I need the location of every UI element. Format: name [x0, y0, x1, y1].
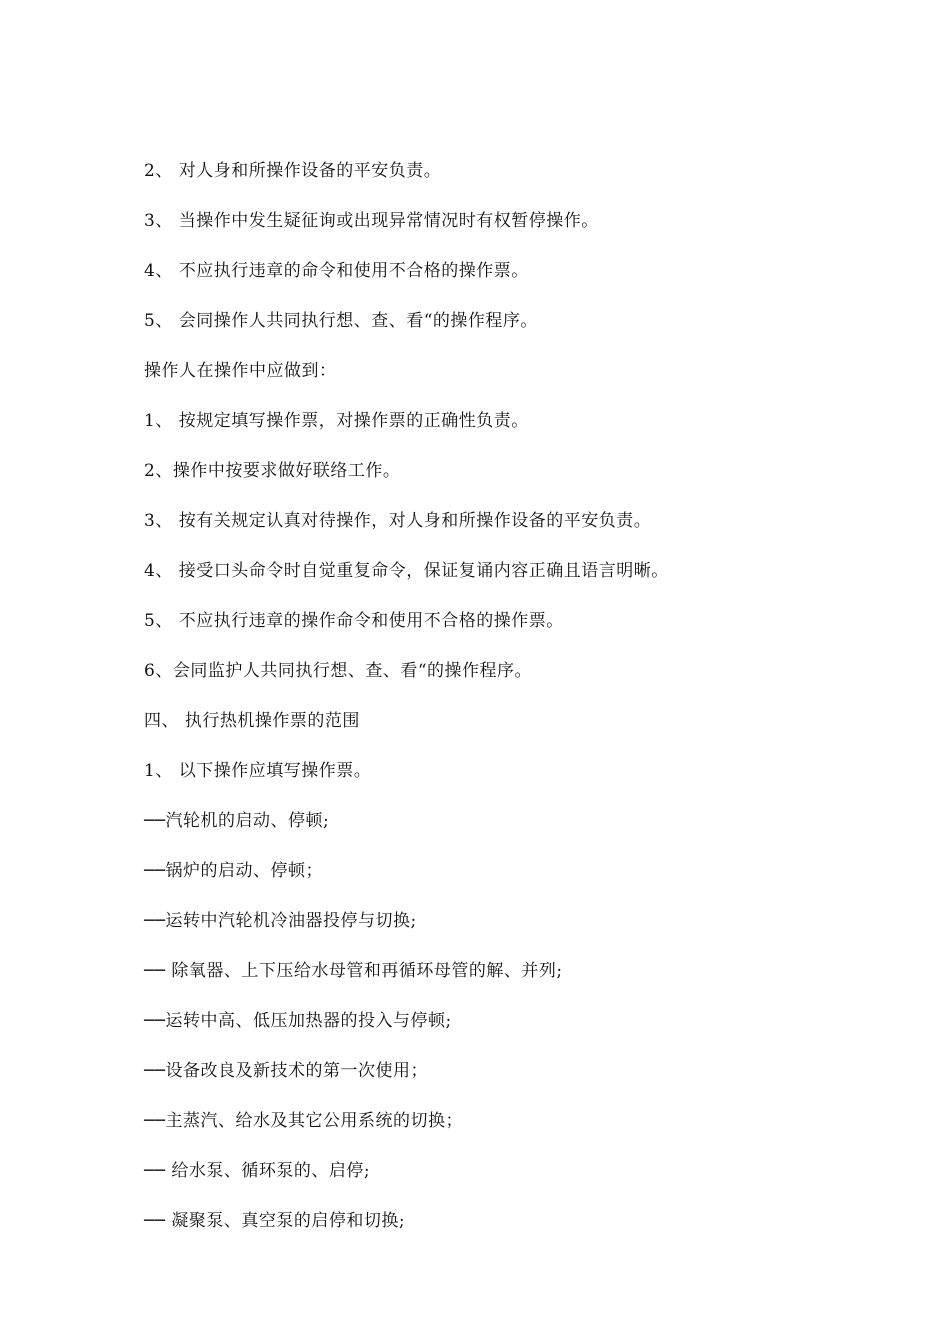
- text-line: 6、会同监护人共同执行想、查、看“的操作程序。: [144, 661, 533, 681]
- text-line: 1、 以下操作应填写操作票。: [144, 761, 372, 781]
- list-item: ── 除氧器、上下压给水母管和再循环母管的解、并列;: [144, 961, 563, 981]
- section-heading: 操作人在操作中应做到：: [144, 361, 337, 381]
- text-line: 4、 不应执行违章的命令和使用不合格的操作票。: [144, 261, 529, 281]
- document-body: [144, 146, 844, 1246]
- text-line: 5、 会同操作人共同执行想、查、看“的操作程序。: [144, 311, 538, 331]
- list-item: ──锅炉的启动、停顿；: [144, 861, 323, 881]
- text-line: 4、 接受口头命令时自觉重复命令，保证复诵内容正确且语言明晰。: [144, 561, 669, 581]
- list-item: ──设备改良及新技术的第一次使用；: [144, 1061, 428, 1081]
- list-item: ──汽轮机的启动、停顿;: [144, 811, 330, 831]
- list-item: ── 凝聚泵、真空泵的启停和切换;: [144, 1211, 406, 1231]
- text-line: 3、 按有关规定认真对待操作，对人身和所操作设备的平安负责。: [144, 511, 652, 531]
- text-line: 1、 按规定填写操作票，对操作票的正确性负责。: [144, 411, 529, 431]
- list-item: ──运转中汽轮机冷油器投停与切换;: [144, 911, 417, 931]
- text-line: 3、 当操作中发生疑征询或出现异常情况时有权暂停操作。: [144, 211, 599, 231]
- list-item: ──主蒸汽、给水及其它公用系统的切换；: [144, 1111, 463, 1131]
- list-item: ──运转中高、低压加热器的投入与停顿;: [144, 1011, 452, 1031]
- section-heading: 四、 执行热机操作票的范围: [144, 711, 360, 731]
- text-line: 5、 不应执行违章的操作命令和使用不合格的操作票。: [144, 611, 564, 631]
- text-line: 2、操作中按要求做好联络工作。: [144, 461, 401, 481]
- text-line: 2、 对人身和所操作设备的平安负责。: [144, 161, 442, 181]
- list-item: ── 给水泵、循环泵的、启停;: [144, 1161, 371, 1181]
